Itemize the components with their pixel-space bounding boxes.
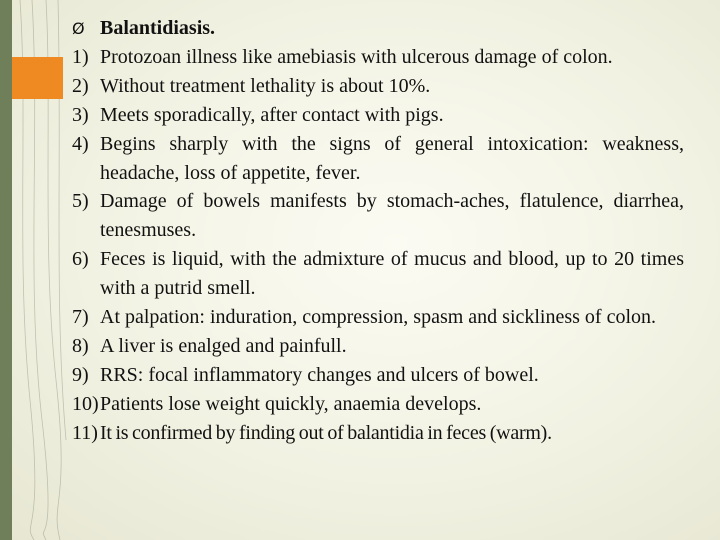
item-number: 4) [72,132,89,155]
item-text: A liver is enalged and painfull. [100,334,347,357]
item-text: RRS: focal inflammatory changes and ulcers of bowel. [100,363,539,386]
item-number: 3) [72,103,89,126]
item-text: Protozoan illness like amebiasis with ulcerous damage of colon. [100,45,613,68]
list-item [72,187,684,245]
slide-content [72,14,684,448]
list-item [72,361,684,390]
item-text: Feces is liquid, with the admixture of mucus and blood, up to 20 times with a putrid smell. [100,248,684,300]
item-text: It is confirmed by finding out of balantidia in feces (warm). [100,421,552,444]
item-number: 8) [72,334,89,357]
list-item [72,303,684,332]
item-text: Patients lose weight quickly, anaemia develops. [100,392,482,415]
item-number: 5) [72,190,89,213]
list-item [72,101,684,130]
item-number: 2) [72,74,89,97]
item-number: 11) [72,421,98,444]
list-item [72,419,684,448]
item-number: 9) [72,363,89,386]
left-sidebar-bar [0,0,12,540]
item-text: Begins sharply with the signs of general intoxication: weakness, headache, loss of appetite, fever. [100,132,684,184]
arrow-bullet-icon: Ø [72,19,85,38]
item-text: Without treatment lethality is about 10%. [100,74,431,97]
list-item [72,245,684,303]
list-item [72,130,684,188]
item-text: Damage of bowels manifests by stomach-aches, flatulence, diarrhea, tenesmuses. [100,190,684,242]
slide-heading [72,14,684,43]
list-item [72,332,684,361]
item-number: 10) [72,392,99,415]
heading-text: Balantidiasis. [100,17,216,39]
item-number: 1) [72,45,89,68]
list-item [72,43,684,72]
item-number: 6) [72,248,89,271]
item-number: 7) [72,306,89,329]
item-text: At palpation: induration, compression, spasm and sickliness of colon. [100,306,657,329]
list-item [72,390,684,419]
item-text: Meets sporadically, after contact with pigs. [100,103,444,126]
orange-accent-block [12,57,63,99]
list-item [72,72,684,101]
